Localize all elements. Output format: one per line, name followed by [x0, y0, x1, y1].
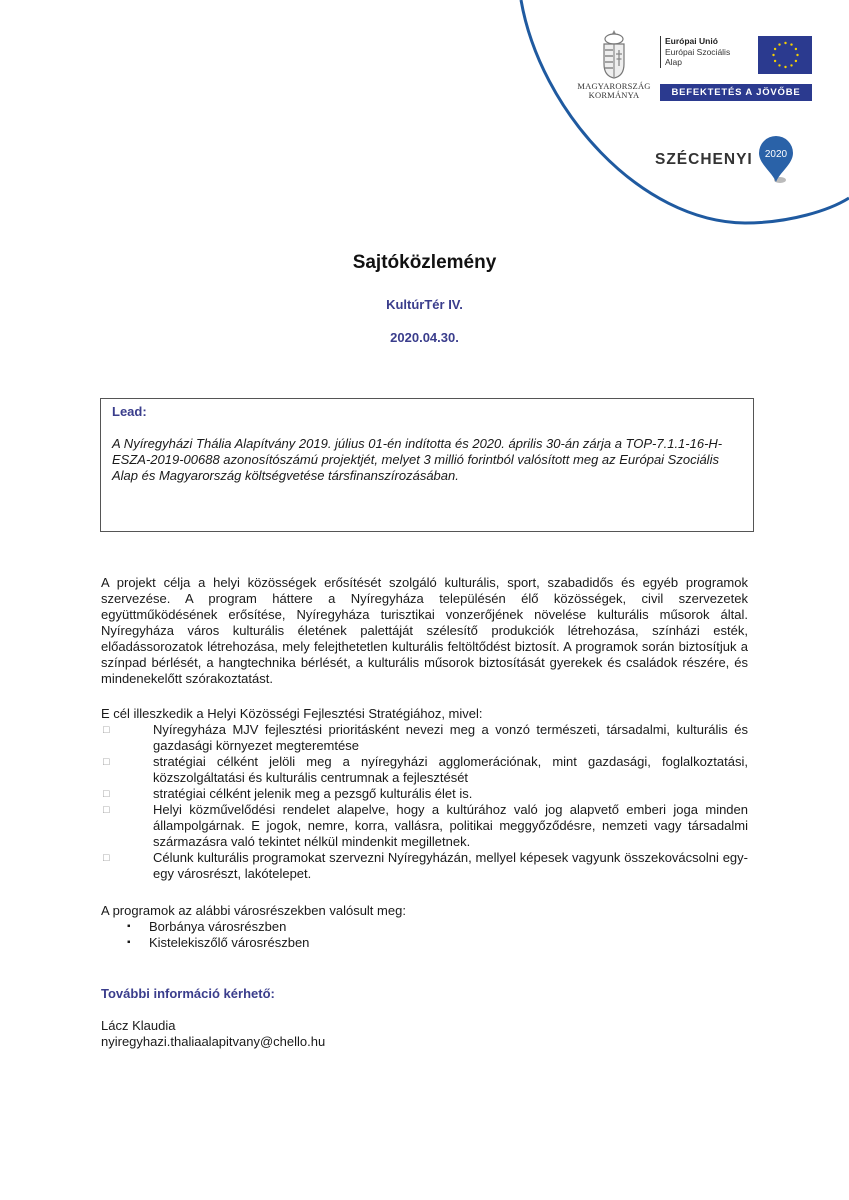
government-line1: MAGYARORSZÁG: [577, 81, 651, 91]
list-item: □ stratégiai célként jelöli meg a nyíregyházi agglomerációnak, mint gazdasági, foglalkoztatási, közszolgáltatási és kulturális centrumnak a fejlesztését: [103, 754, 748, 785]
list-item: □ Nyíregyháza MJV fejlesztési prioritásként nevezi meg a vonzó természeti, társadalmi, kulturális és gazdasági környezet megteremtése: [103, 722, 748, 753]
page-title: Sajtóközlemény: [352, 252, 497, 273]
locations-intro: A programok az alábbi városrészekben valósult meg:: [101, 903, 406, 918]
eu-line1: Európai Unió: [665, 36, 718, 46]
list-item: ▪ Borbánya városrészben: [101, 919, 748, 935]
contact-email[interactable]: nyiregyhazi.thaliaalapitvany@chello.hu: [101, 1034, 326, 1049]
list-item: □ Helyi közművelődési rendelet alapelve, hogy a kultúrához való jog alapvető emberi joga minden állampolgárnak. E jogok, nemre, korra, vallásra, politikai meggyőződésre, nemzeti vagy társadalmi származásra való tekintet nélkül mindenkit megilletnek.: [103, 802, 748, 849]
square-bullet-icon: □: [103, 756, 110, 768]
eu-flag-icon: [758, 36, 812, 74]
eu-line3: Alap: [665, 57, 683, 67]
square-bullet-icon: □: [103, 724, 110, 736]
more-info-heading: További információ kérhető:: [101, 986, 275, 1001]
lead-text: A Nyíregyházi Thália Alapítvány 2019. július 01-én indította és 2020. április 30-án zárja a TOP-7.1.1-16-H-ESZA-2019-00688 azonosítószámú projektjét, melyet 3 millió forintból valósított meg az Európai Szociális Alap és Magyarország költségvetése társfinanszírozásában.: [112, 436, 723, 483]
szechenyi-logo: [655, 134, 796, 186]
list-item: □ Célunk kulturális programokat szervezni Nyíregyházán, mellyel képesek vagyunk összekovácsolni egy-egy városrészt, lakótelepet.: [103, 850, 748, 881]
government-line2: KORMÁNYA: [588, 90, 640, 100]
project-subtitle: KultúrTér IV.: [386, 297, 463, 312]
bullet-icon: ▪: [127, 937, 131, 948]
lead-label: Lead:: [112, 404, 147, 419]
strategy-section: [101, 706, 748, 882]
contact-block: [101, 1018, 325, 1050]
eu-banner: BEFEKTETÉS A JÖVŐBE: [660, 84, 812, 101]
szechenyi-text: SZÉCHENYI: [655, 151, 753, 168]
locations-list: [101, 919, 748, 951]
strategy-intro: E cél illeszkedik a Helyi Közösségi Fejlesztési Stratégiához, mivel:: [101, 706, 483, 721]
project-goal-paragraph: A projekt célja a helyi közösségek erősítését szolgáló kulturális, sport, szabadidős és egyéb programok szervezése. A program háttere a Nyíregyháza településén élő közösségek, civil szervezetek együttműködésének erősítése, Nyíregyháza turisztikai vonzerőjének növelése kulturális műsorok által. Nyíregyháza város kulturális életének palettáját szélesítő produkciók létrehozása, színházi esték, előadássorozatok létrehozása, mely felejthetetlen kulturális feltöltődést biztosít. A programok során biztosítjuk a színpad bérlését, a hangtechnika bérlését, a kulturális műsorok biztosítását gyerekek és családok részére, és mindenekelőtt szórakoztatást.: [101, 575, 748, 686]
lead-box: [100, 398, 754, 532]
strategy-list: [101, 722, 748, 882]
square-bullet-icon: □: [103, 852, 110, 864]
square-bullet-icon: □: [103, 788, 110, 800]
list-item: ▪ Kistelekiszőlő városrészben: [101, 935, 748, 951]
locations-section: [101, 903, 748, 951]
list-item: □ stratégiai célként jelenik meg a pezsgő kulturális élet is.: [103, 786, 473, 801]
map-pin-icon: [756, 134, 796, 186]
square-bullet-icon: □: [103, 804, 110, 816]
bullet-icon: ▪: [127, 921, 131, 932]
contact-name: Lácz Klaudia: [101, 1018, 176, 1033]
eu-logo: [660, 36, 812, 101]
government-logo: [572, 28, 656, 100]
hungarian-coat-of-arms-icon: [600, 28, 628, 80]
document-date: 2020.04.30.: [390, 330, 459, 345]
szechenyi-year: 2020: [764, 149, 787, 160]
eu-line2: Európai Szociális: [665, 46, 731, 57]
